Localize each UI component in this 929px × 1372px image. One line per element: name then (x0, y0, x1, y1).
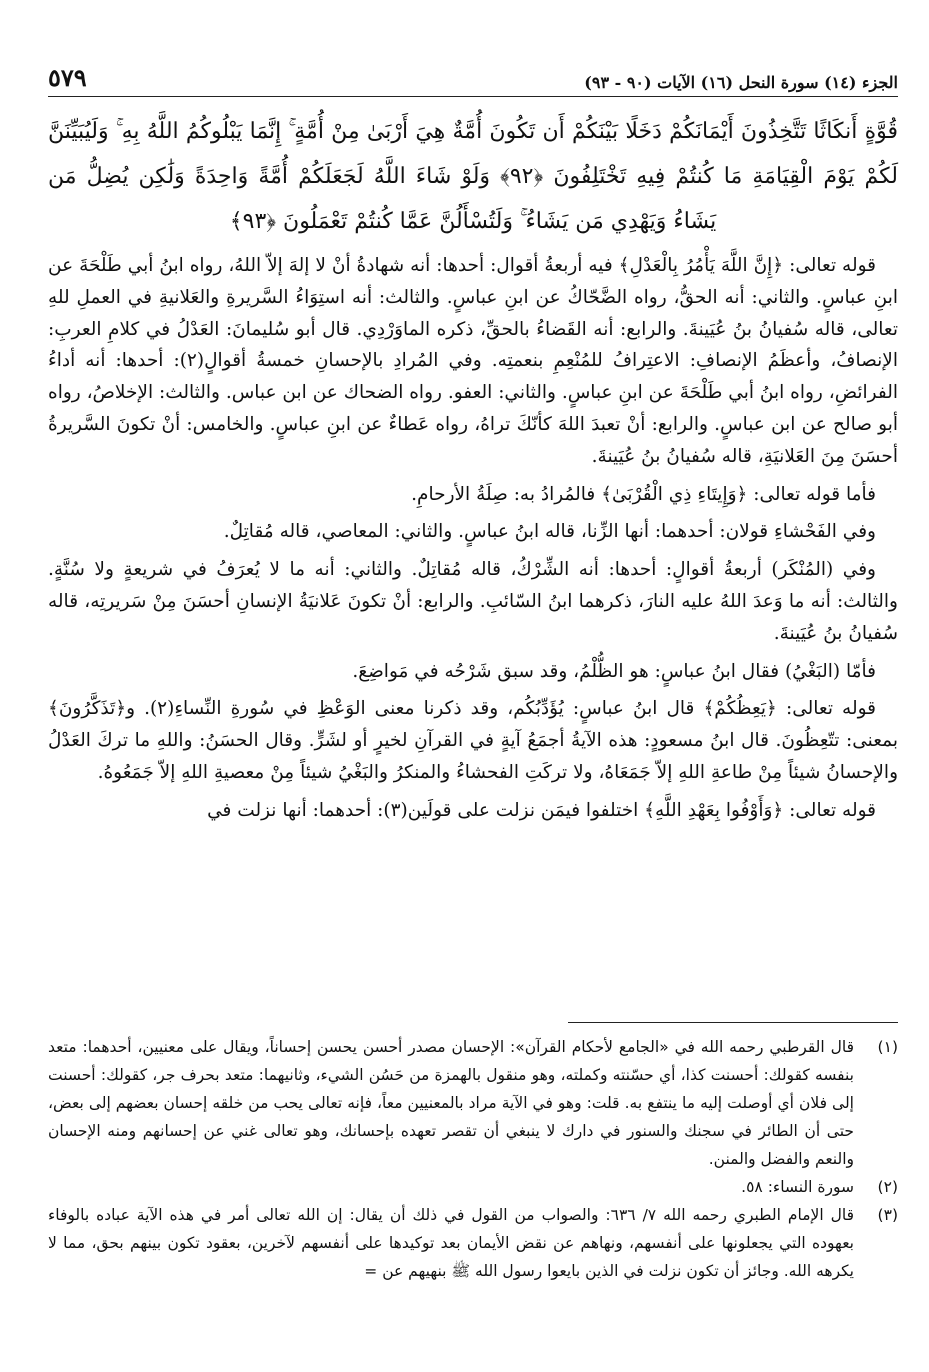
commentary (48, 250, 898, 827)
footnote-divider (568, 1022, 898, 1023)
footnote (48, 1201, 898, 1285)
commentary-paragraph: فأما قوله تعالى: ﴿وَإِيتَاءِ ذِي الْقُرْبَىٰ﴾ فالمُرادُ به: صِلَةُ الأرحامِ. (411, 483, 876, 505)
footnote-text: قال القرطبي رحمه الله في «الجامع لأحكام القرآن»: الإحسان مصدر أحسن يحسن إحساناً، ويقال على معنيين، أحدهما: متعد بنفسه كقولك: أحسنت كذا، أي حسّنته وكملته، وهو منقول بالهمزة من حَسُن الشيء، وثانيهما: متعد بحرف جر، كقولك: أحسنت إلى فلان أي أوصلت إليه ما ينتفع به. قلت: وهو في الآية مراد بالمعنيين معاً، فإنه تعالى يحب من خلقه إحسان بعضهم إلى بعض، حتى أن الطائر في سجنك والسنور في دارك لا ينبغي أن تقصر تعهده بإحسانك، وهو تعالى غني عن إحسانهم ومنه الإحسان والنعم والفضل والمنن. (48, 1038, 854, 1168)
footnote-text: قال الإمام الطبري رحمه الله ٧/ ٦٣٦: والصواب من القول في ذلك أن يقال: إن الله تعالى أمر في هذه الآية عباده بالوفاء بعهوده التي يجعلونها على أنفسهم، ونهاهم عن نقض الأيمان بعد توكيدها على أنفسهم لآخرين، بعقود تكون بينهم بحق، مما لا يكرهه الله. وجائز أن تكون نزلت في الذين بايعوا رسول الله ﷺ بنهيهم عن = (48, 1206, 854, 1280)
page-header (48, 52, 898, 97)
commentary-paragraph: قوله تعالى: ﴿إِنَّ اللَّهَ يَأْمُرُ بِالْعَدْلِ﴾ فيه أربعةُ أقوال: أحدها: أنه شهادةُ أنْ لا إلهَ إلاّ اللهُ، رواه ابنُ أبي طَلْحَةَ عن ابنِ عباسٍ. والثاني: أنه الحقُّ، رواه الضَّحّاكُ عن ابنِ عباسٍ. والثالث: أنه استِوَاءُ السَّريرةِ والعَلانيةِ في العملِ للهِ تعالى، قاله سُفيانُ بنُ عُيَينةَ. والرابع: أنه القَضاءُ بالحقِّ، ذكره الماوَرْدِي. قال أبو سُليمانَ: العَدْلُ في كلامِ العربِ: الإنصافُ، وأعظَمُ الإنصافِ: الاعتِرافُ للمُنْعِمِ بنعمتِه. وفي المُرادِ بالإحسانِ خمسةُ أقوالٍ(٢): أحدها: أنه أداءُ الفرائضِ، رواه ابنُ أبي طَلْحَةَ عن ابنِ عباسٍ. والثاني: العفو. رواه الضحاك عن ابن عباس. والثالث: الإخلاصُ، رواه أبو صالح عن ابن عباسٍ. والرابع: أنْ تعبدَ اللهَ كأنّكَ تراهُ، رواه عَطاءٌ عن ابنِ عباسٍ. والخامس: أنْ تكونَ السَّريرةُ أحسَنَ مِنَ العَلانيَةِ، قاله سُفيانُ بنُ عُيَينةَ. (48, 255, 898, 467)
commentary-paragraph: فأمّا (البَغْيُ) فقال ابنُ عباسٍ: هو الظُّلْمُ، وقد سبق شَرْحُه في مَواضِعَ. (352, 660, 876, 682)
footnote-number: (٣) (877, 1206, 898, 1224)
footnotes (48, 1022, 898, 1285)
commentary-paragraph: وفي (المُنْكَر) أربعةُ أقوالٍ: أحدها: أنه الشِّرْكُ، قاله مُقاتِلٌ. والثاني: أنه ما لا يُعرَفُ في شريعةٍ ولا سُنَّةٍ. والثالث: أنه ما وَعدَ اللهُ عليه النارَ، ذكرهما ابنُ السّائبِ. والرابع: أنْ تكونَ عَلانيَةُ الإنسانِ أحسَنَ مِنْ سَريرتِه، قاله سُفيانُ بنُ عُيَينةَ. (48, 559, 898, 644)
commentary-paragraph: قوله تعالى: ﴿وَأَوْفُوا بِعَهْدِ اللَّهِ﴾ اختلفوا فيمَن نزلت على قولَين(٣): أحدهما: أنها نزلت في (207, 799, 876, 821)
commentary-paragraph: قوله تعالى: ﴿يَعِظُكُمْ﴾ قال ابنُ عباسٍ: يُؤَدِّبُكُم، وقد ذكرنا معنى الوَعْظِ في سُورةِ النِّساءِ(٢). و﴿تَذَكَّرُونَ﴾ بمعنى: تتّعِظُونَ. قال ابنُ مسعودٍ: هذه الآيةُ أجمَعُ آيةٍ في القرآنِ لخيرٍ أو لشَرٍّ. وقال الحسَنُ: واللهِ ما تركَ العَدْلُ والإحسانُ شيئاً مِنْ طاعةِ اللهِ إلاّ جَمَعَاهُ، ولا تركَتِ الفحشاءُ والمنكرُ والبَغْيُ شيئاً مِنْ معصيةِ اللهِ إلاّ جَمَعُوهُ. (48, 698, 898, 783)
page-number: ٥٧٩ (48, 63, 87, 92)
footnote-number: (٢) (877, 1178, 898, 1196)
footnote-number: (١) (877, 1038, 898, 1056)
footnote (48, 1173, 898, 1201)
footnote (48, 1033, 898, 1173)
quran-verse: قُوَّةٍ أَنكَاثًا تَتَّخِذُونَ أَيْمَانَكُمْ دَخَلًا بَيْنَكُمْ أَن تَكُونَ أُمَّةٌ هِيَ أَرْبَىٰ مِنْ أُمَّةٍ ۚ إِنَّمَا يَبْلُوكُمُ اللَّهُ بِهِ ۚ وَلَيُبَيِّنَنَّ لَكُمْ يَوْمَ الْقِيَامَةِ مَا كُنتُمْ فِيهِ تَخْتَلِفُونَ ﴿٩٢﴾ وَلَوْ شَاءَ اللَّهُ لَجَعَلَكُمْ أُمَّةً وَاحِدَةً وَلَٰكِن يُضِلُّ مَن يَشَاءُ وَيَهْدِي مَن يَشَاءُ ۚ وَلَتُسْأَلُنَّ عَمَّا كُنتُمْ تَعْمَلُونَ ﴿٩٣﴾ (48, 119, 899, 234)
book-page (48, 52, 898, 1352)
running-head: الجزء (١٤) سورة النحل (١٦) الآيات (٩٠ - ٩٣) (584, 73, 898, 92)
footnote-text: سورة النساء: ٥٨. (741, 1178, 854, 1196)
commentary-paragraph: وفي الفَحْشاءِ قولان: أحدهما: أنها الزِّنا، قاله ابنُ عباسٍ. والثاني: المعاصي، قاله مُقاتِلٌ. (223, 521, 876, 543)
